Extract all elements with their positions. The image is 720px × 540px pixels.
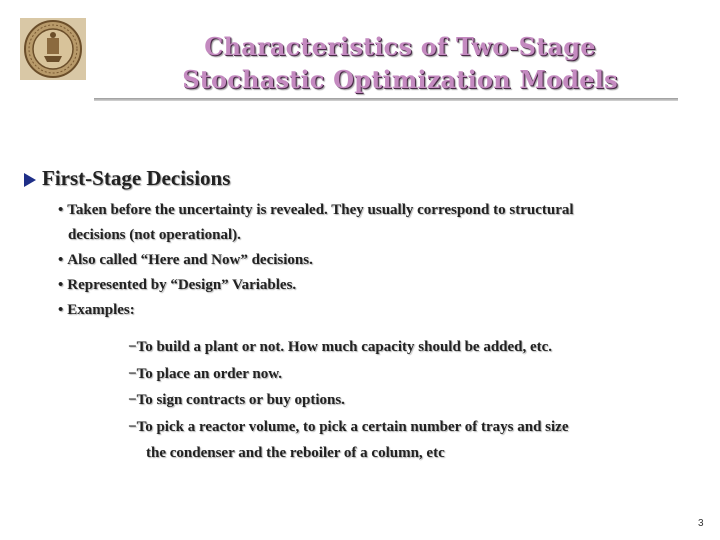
bullet-text: Represented by “Design” Variables. [67, 277, 297, 293]
bullet-item [58, 198, 708, 223]
bullet-text: Also called “Here and Now” decisions. [67, 252, 313, 268]
example-item-continuation [128, 440, 708, 467]
title-line-2: Stochastic Optimization Models [182, 65, 618, 94]
play-arrow-icon [24, 173, 36, 187]
bullet-item [58, 248, 708, 273]
dash-marker: − [128, 418, 137, 435]
example-item [128, 414, 708, 441]
title-divider [94, 98, 678, 101]
example-text: To build a plant or not. How much capacity should be added, etc. [136, 339, 553, 355]
examples-list [128, 334, 708, 467]
section-heading [24, 166, 230, 191]
bullet-list [58, 198, 708, 323]
example-text: To sign contracts or buy options. [136, 392, 345, 408]
example-item [128, 361, 708, 388]
heading-text: First-Stage Decisions [42, 166, 231, 190]
example-item [128, 387, 708, 414]
bullet-marker: • [58, 277, 64, 293]
example-text: To pick a reactor volume, to pick a certain number of trays and size [136, 418, 569, 435]
page-number: 3 [698, 518, 704, 529]
bullet-item [58, 298, 708, 323]
bullet-text: decisions (not operational). [68, 227, 241, 243]
bullet-marker: • [58, 202, 64, 218]
bullet-item-continuation [58, 223, 708, 248]
example-item [128, 334, 708, 361]
dash-marker: − [128, 339, 137, 355]
university-seal-logo [20, 18, 86, 80]
bullet-marker: • [58, 252, 64, 268]
bullet-item [58, 273, 708, 298]
title-line-1: Characteristics of Two-Stage [204, 32, 596, 61]
slide-title [100, 30, 700, 96]
bullet-text: Examples: [67, 302, 135, 318]
bullet-text: Taken before the uncertainty is revealed. They usually correspond to structural [67, 202, 574, 218]
example-text: the condenser and the reboiler of a column, etc [146, 445, 445, 461]
dash-marker: − [128, 365, 137, 382]
dash-marker: − [128, 392, 137, 408]
bullet-marker: • [58, 302, 64, 318]
example-text: To place an order now. [136, 365, 282, 382]
